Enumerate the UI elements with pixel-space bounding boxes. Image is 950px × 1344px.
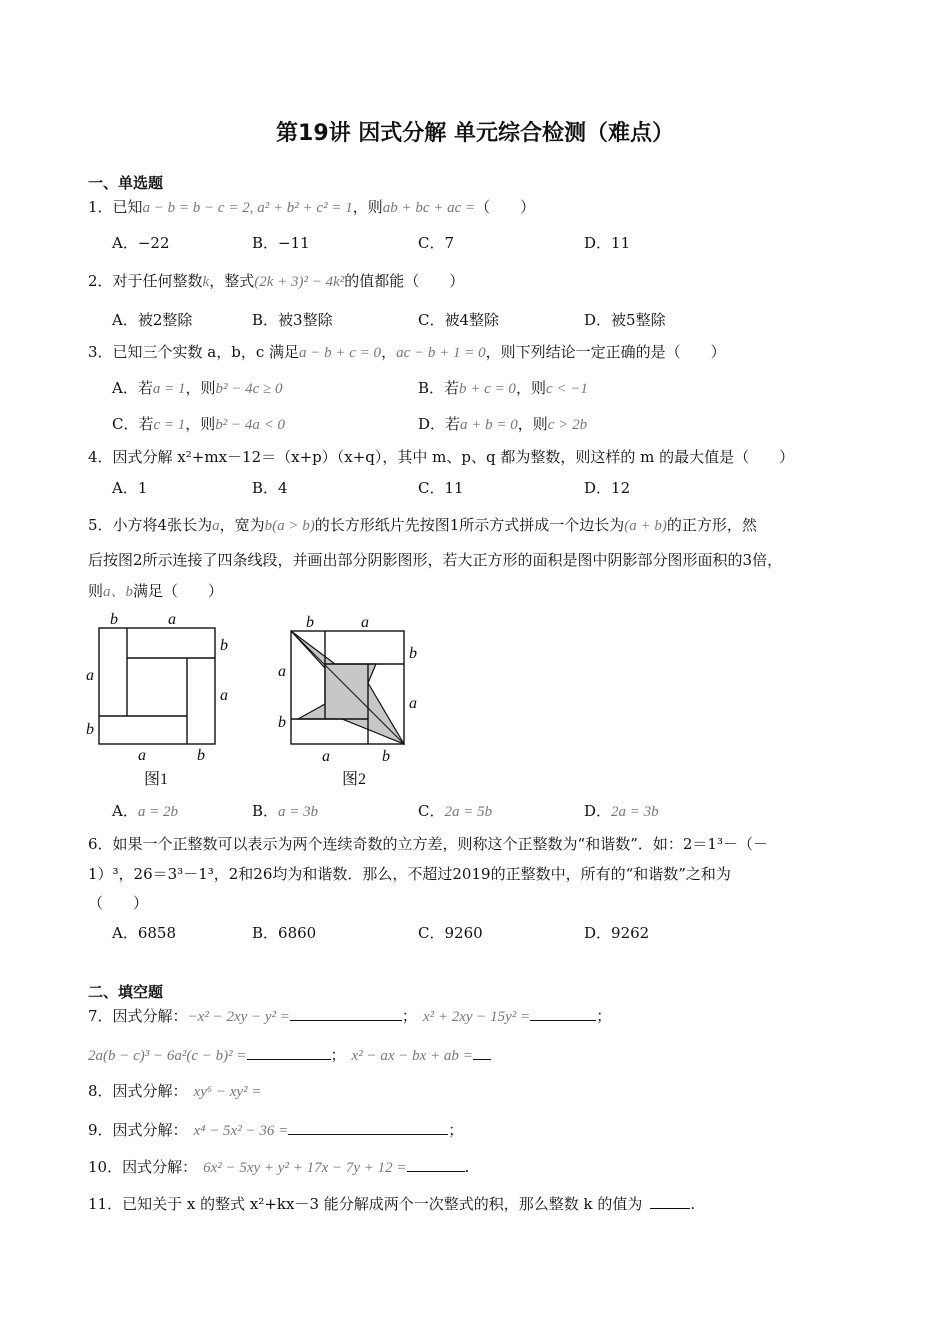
fig1-outer-square: [99, 628, 215, 744]
question-6-line-2: 1）³，26＝3³－1³，2和26均为和谐数．那么，不超过2019的正整数中，所有的“和谐数”之和为: [88, 865, 731, 883]
q9-end: ；: [448, 1121, 464, 1139]
q7-end: ；: [596, 1007, 612, 1025]
q2-option-d[interactable]: D．被5整除: [584, 311, 666, 329]
q5-a-label: A．: [112, 802, 138, 820]
q11-end: .: [690, 1195, 696, 1213]
q3-d-label: D．若: [418, 415, 461, 433]
q3-option-d[interactable]: [418, 413, 587, 434]
q3-option-a[interactable]: [112, 377, 283, 398]
fig2-diagonal: [291, 631, 404, 744]
q3-a-cond: a = 1: [152, 381, 186, 397]
question-6-line-3: （ ）: [88, 894, 149, 912]
fig2-label-a-top: a: [361, 614, 369, 631]
section-heading-single-choice: 一、单选题: [88, 174, 164, 192]
q3-c-mid: ，则: [185, 415, 216, 433]
q3-a-mid: ，则: [185, 379, 216, 397]
fig1-label-a-top: a: [168, 611, 176, 628]
q5-option-a[interactable]: [112, 800, 178, 821]
q3-c-label: C．若: [112, 415, 154, 433]
q6-option-d[interactable]: D．9262: [584, 924, 650, 942]
fig1-label-a-right: a: [220, 687, 228, 704]
q2-option-b[interactable]: B．被3整除: [252, 311, 333, 329]
question-9: [88, 1118, 463, 1140]
question-1: [88, 196, 535, 217]
q11-answer-blank[interactable]: [650, 1192, 690, 1209]
q1-text-b: ，则: [352, 198, 383, 216]
fig2-label-b-top: b: [306, 614, 314, 631]
q3-option-b[interactable]: [418, 377, 588, 398]
q9-expr: x⁴ − 5x² − 36 =: [193, 1123, 289, 1139]
fig2-label-a-bottom: a: [322, 748, 330, 765]
q9-label: 9．因式分解：: [88, 1121, 188, 1139]
q5-var-b: b(a > b): [264, 518, 315, 534]
q1-option-c[interactable]: C．7: [418, 234, 455, 252]
question-10: [88, 1155, 469, 1177]
q3-c-result: b² − 4a < 0: [215, 417, 286, 433]
question-4: 4．因式分解 x²+mx－12＝（x+p）（x+q），其中 m、p、q 都为整数，则这样的 m 的最大值是（ ）: [88, 448, 795, 466]
q3-text-b: ，则下列结论一定正确的是（ ）: [485, 343, 726, 361]
fig1-label-b-left: b: [86, 721, 94, 738]
q5-option-d[interactable]: [584, 800, 659, 821]
q1-option-d[interactable]: D．11: [584, 234, 631, 252]
q1-expression: ab + bc + ac =: [382, 200, 476, 216]
q4-option-c[interactable]: C．11: [418, 479, 464, 497]
q5-var-a: a: [212, 518, 220, 534]
q2-option-c[interactable]: C．被4整除: [418, 311, 500, 329]
q3-b-cond: b + c = 0: [459, 381, 516, 397]
q3-c-cond: c = 1: [153, 417, 186, 433]
q5-c-expr: 2a = 5b: [444, 804, 493, 820]
q3-a-label: A．若: [112, 379, 153, 397]
q2-text-b: ，整式: [209, 272, 255, 290]
section-heading-fill-blank: 二、填空题: [88, 983, 164, 1001]
q5-option-c[interactable]: [418, 800, 492, 821]
fig2-label-a-left: a: [278, 663, 286, 680]
q2-var: k: [202, 274, 210, 290]
q5-a-expr: a = 2b: [137, 804, 178, 820]
q1-condition: a − b = b − c = 2, a² + b² + c² = 1: [142, 200, 353, 216]
q3-cond2: ac − b + 1 = 0: [396, 345, 486, 361]
q5-text-a: 5．小方将4张长为: [88, 516, 213, 534]
q3-d-mid: ，则: [517, 415, 548, 433]
q3-option-c[interactable]: [112, 413, 285, 434]
fig1-caption: 图1: [144, 771, 169, 788]
q7-sep: ；: [401, 1007, 417, 1025]
question-8: [88, 1080, 261, 1101]
q6-option-a[interactable]: A．6858: [112, 924, 177, 942]
q10-expr: 6x² − 5xy + y² + 17x − 7y + 12 =: [203, 1160, 407, 1176]
q4-option-b[interactable]: B．4: [252, 479, 288, 497]
q7-answer-blank-3[interactable]: [247, 1043, 331, 1060]
q8-label: 8．因式分解：: [88, 1082, 188, 1100]
q7-expr-1: −x² − 2xy − y² =: [187, 1009, 290, 1025]
q3-b-mid: ，则: [515, 379, 546, 397]
q5-c-label: C．: [418, 802, 445, 820]
q3-text: 3．已知三个实数 a，b，c 满足: [88, 343, 300, 361]
fig2-label-b-left: b: [278, 714, 286, 731]
q5-text-d: 的正方形，然: [666, 516, 757, 534]
question-6-line-1: 6．如果一个正整数可以表示为两个连续奇数的立方差，则称这个正整数为“和谐数”．如：2＝1³－（－: [88, 835, 768, 853]
fig2-caption: 图2: [342, 771, 367, 788]
q7-sep-2: ；: [330, 1046, 346, 1064]
q7-answer-blank-4[interactable]: [473, 1043, 491, 1060]
q2-text: 2．对于任何整数: [88, 272, 203, 290]
q5-b-expr: a = 3b: [278, 804, 319, 820]
q3-cond1: a − b + c = 0: [299, 345, 382, 361]
q5-d-label: D．: [584, 802, 612, 820]
q5-d-expr: 2a = 3b: [611, 804, 659, 820]
fig1-label-a-bottom: a: [138, 747, 146, 764]
q9-answer-blank[interactable]: [288, 1118, 448, 1135]
q2-expression: (2k + 3)² − 4k²: [254, 274, 345, 290]
question-7-line-2: [88, 1043, 491, 1065]
page-title: 第19讲 因式分解 单元综合检测（难点）: [276, 121, 674, 146]
question-7-line-1: [88, 1004, 611, 1026]
q5-ab: a、b: [103, 584, 134, 600]
q6-option-b[interactable]: B．6860: [252, 924, 317, 942]
fig2-label-b-right: b: [409, 645, 417, 662]
fig1-label-b-top: b: [110, 611, 118, 628]
q4-option-d[interactable]: D．12: [584, 479, 631, 497]
fig1-label-b-bottom: b: [197, 747, 205, 764]
q7-answer-blank-1[interactable]: [290, 1004, 402, 1021]
question-2: [88, 270, 464, 291]
q11-text: 11．已知关于 x 的整式 x²+kx－3 能分解成两个一次整式的积，那么整数 k 的值为: [88, 1195, 643, 1213]
figure-1: [80, 606, 240, 790]
q1-text: 1．已知: [88, 198, 143, 216]
q6-option-c[interactable]: C．9260: [418, 924, 483, 942]
fig1-label-a-left: a: [86, 667, 94, 684]
fig1-label-b-right: b: [220, 637, 228, 654]
question-5-line-3: [88, 580, 223, 601]
q5-text-e: 则: [88, 582, 104, 600]
q8-expr: xy⁶ − xy² =: [193, 1084, 262, 1100]
q2-option-a[interactable]: A．被2整除: [112, 311, 193, 329]
q3-b-result: c < −1: [545, 381, 588, 397]
q2-text-c: 的值都能（ ）: [344, 272, 465, 290]
q3-a-result: b² − 4c ≥ 0: [215, 381, 283, 397]
q5-text-b: ，宽为: [219, 516, 265, 534]
q7-label: 7．因式分解：: [88, 1007, 188, 1025]
q4-option-a[interactable]: A．1: [112, 479, 148, 497]
question-5-line-2: 后按图2所示连接了四条线段，并画出部分阴影图形，若大正方形的面积是图中阴影部分图形面积的3倍，: [88, 551, 783, 569]
q1-option-a[interactable]: A．−22: [112, 234, 170, 252]
question-5-line-1: [88, 514, 757, 535]
q7-expr-3: 2a(b − c)³ − 6a²(c − b)² =: [88, 1048, 247, 1064]
q1-paren: （ ）: [475, 198, 536, 216]
q7-expr-4: x² − ax − bx + ab =: [351, 1048, 473, 1064]
question-11: [88, 1192, 695, 1214]
q5-text-c: 的长方形纸片先按图1所示方式拼成一个边长为: [314, 516, 625, 534]
figure-2: [272, 606, 432, 790]
question-3: [88, 341, 726, 362]
q5-b-label: B．: [252, 802, 279, 820]
q10-end: .: [464, 1158, 470, 1176]
q10-label: 10．因式分解：: [88, 1158, 198, 1176]
q1-option-b[interactable]: B．−11: [252, 234, 310, 252]
q7-expr-2: x² + 2xy − 15y² =: [422, 1009, 531, 1025]
fig2-label-a-right: a: [409, 695, 417, 712]
q10-answer-blank[interactable]: [407, 1155, 465, 1172]
fig2-label-b-bottom: b: [382, 748, 390, 765]
q3-b-label: B．若: [418, 379, 460, 397]
q5-option-b[interactable]: [252, 800, 318, 821]
q5-sum: (a + b): [624, 518, 667, 534]
q3-d-result: c > 2b: [547, 417, 588, 433]
q7-answer-blank-2[interactable]: [530, 1004, 596, 1021]
q3-d-cond: a + b = 0: [460, 417, 518, 433]
q3-comma: ，: [381, 343, 397, 361]
q5-text-f: 满足（ ）: [133, 582, 224, 600]
